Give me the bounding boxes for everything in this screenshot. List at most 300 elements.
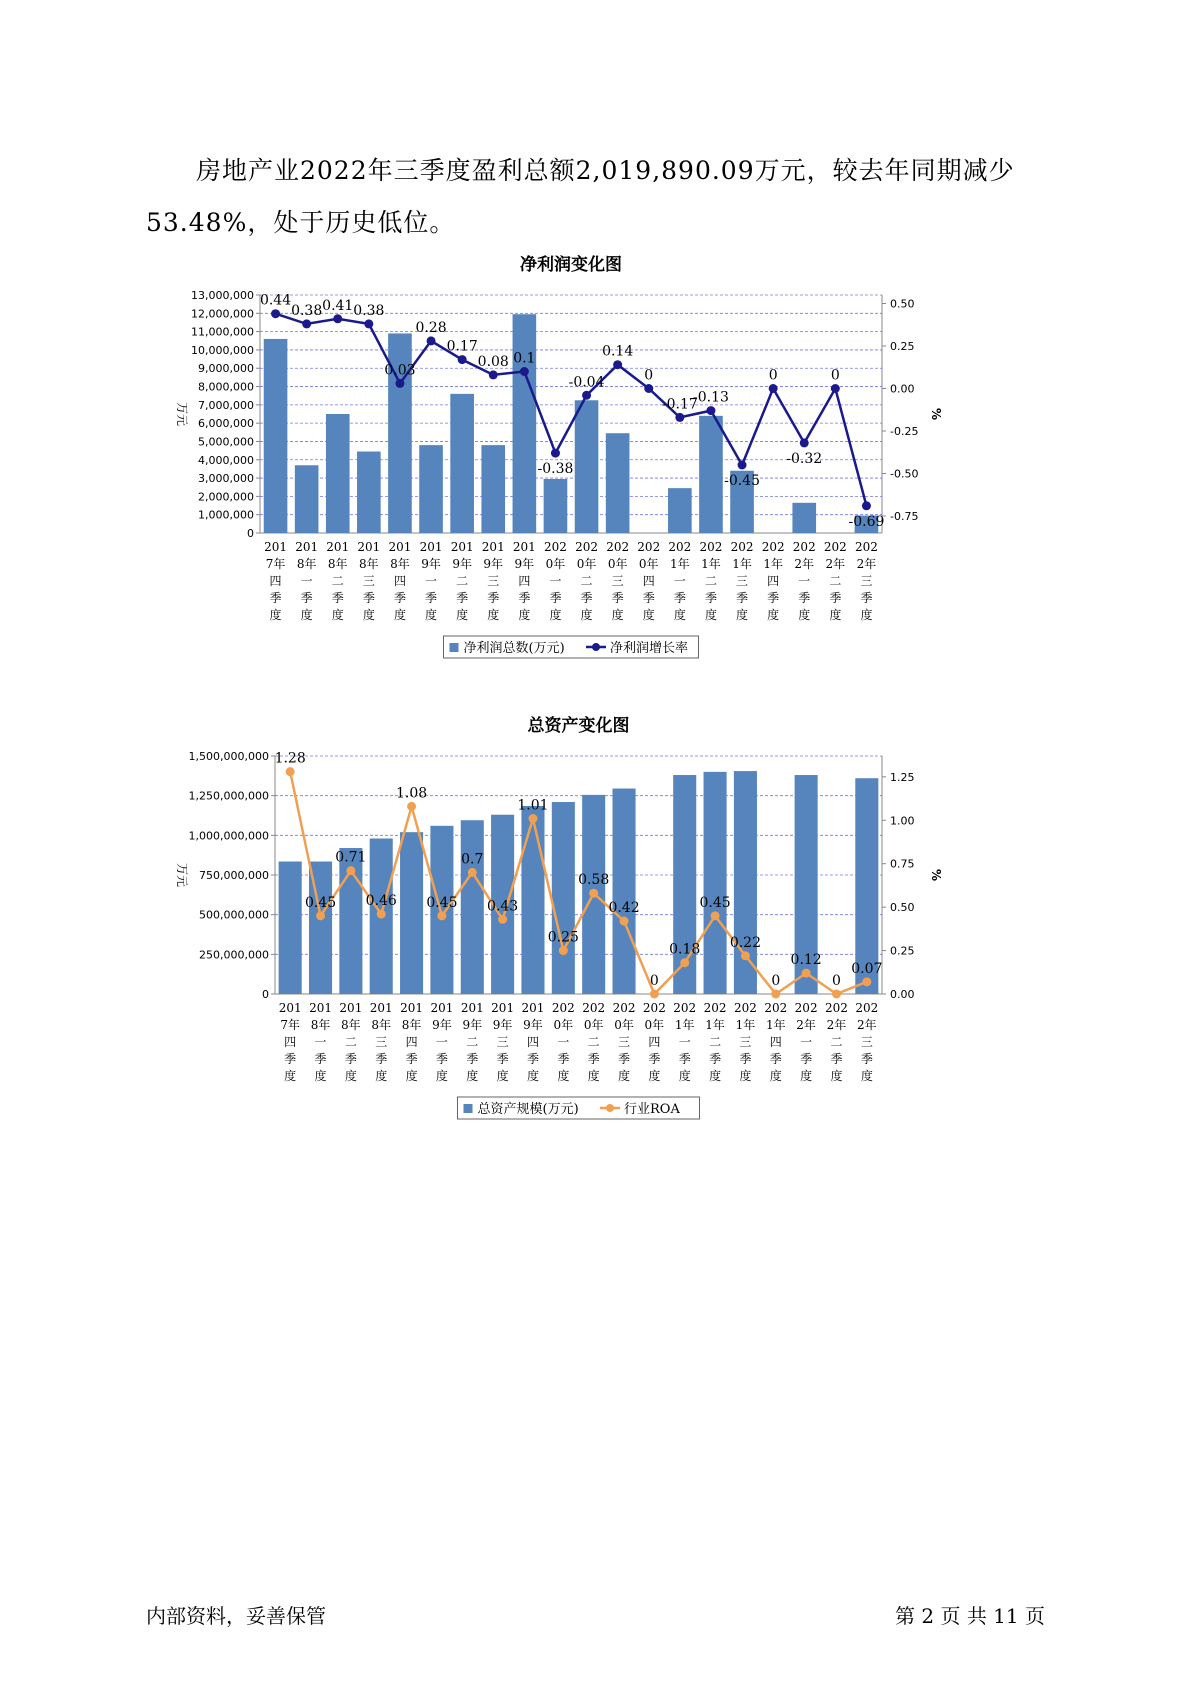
x-tick-label: 9年 xyxy=(492,1018,513,1032)
y-tick-label: 2,000,000 xyxy=(198,490,254,504)
data-label: 0.45 xyxy=(304,894,337,911)
y-tick-label: 7,000,000 xyxy=(198,398,254,412)
data-label: 0 xyxy=(832,973,841,989)
x-tick-label: 201 xyxy=(481,540,505,554)
bar xyxy=(521,806,544,994)
x-tick-label: 9年 xyxy=(483,557,504,571)
line-point xyxy=(377,910,386,919)
line-point xyxy=(498,915,507,924)
data-label: 0 xyxy=(830,367,840,384)
x-tick-label: 度 xyxy=(709,1069,722,1083)
x-tick-label: 9年 xyxy=(462,1018,483,1032)
data-label: 0 xyxy=(771,973,781,989)
data-label: 0.46 xyxy=(365,893,397,910)
x-tick-label: 202 xyxy=(854,540,878,554)
x-tick-label: 度 xyxy=(736,608,749,622)
line-point xyxy=(675,413,684,422)
x-tick-label: 度 xyxy=(580,608,593,622)
bar xyxy=(461,820,484,994)
x-tick-label: 201 xyxy=(388,540,412,554)
y-tick-label: 1,500,000,000 xyxy=(188,750,269,763)
chart-title: 净利润变化图 xyxy=(520,255,622,275)
x-tick-label: 201 xyxy=(419,540,443,554)
x-tick-label: 度 xyxy=(393,608,406,622)
x-tick-label: 度 xyxy=(425,608,438,622)
x-tick-label: 季 xyxy=(518,591,531,605)
line-point xyxy=(644,384,653,393)
x-tick-label: 度 xyxy=(300,608,313,622)
total-assets-chart-svg xyxy=(170,706,980,1136)
y2-tick-label: 1.00 xyxy=(890,814,915,828)
x-tick-label: 二 xyxy=(830,1035,843,1049)
data-label: 0.38 xyxy=(353,302,385,319)
data-label: -0.17 xyxy=(661,396,698,413)
x-tick-label: 度 xyxy=(284,1069,297,1083)
x-tick-label: 0年 xyxy=(607,557,628,571)
x-tick-label: 201 xyxy=(400,1001,424,1015)
x-tick-label: 季 xyxy=(830,1052,843,1066)
y-tick-label: 6,000,000 xyxy=(198,417,254,431)
x-tick-label: 度 xyxy=(331,608,344,622)
x-tick-label: 四 xyxy=(518,574,531,588)
x-tick-label: 一 xyxy=(425,574,438,588)
x-tick-label: 8年 xyxy=(310,1018,331,1032)
data-label: 0.71 xyxy=(335,849,367,866)
x-tick-label: 季 xyxy=(769,1052,782,1066)
x-tick-label: 度 xyxy=(618,1069,631,1083)
bar xyxy=(295,465,319,533)
bar xyxy=(513,314,537,533)
x-tick-label: 三 xyxy=(496,1035,509,1049)
legend-bar-swatch xyxy=(450,643,459,652)
x-tick-label: 1年 xyxy=(732,557,752,571)
y-tick-label: 4,000,000 xyxy=(198,453,254,467)
x-tick-label: 1年 xyxy=(735,1018,756,1032)
line-point xyxy=(589,889,598,898)
data-label: 0.12 xyxy=(790,952,822,969)
y2-tick-label: 0.75 xyxy=(890,857,915,871)
line-point xyxy=(559,946,568,955)
data-label: 0 xyxy=(644,367,654,384)
bar xyxy=(552,802,575,994)
x-tick-label: 201 xyxy=(264,540,288,554)
line-point xyxy=(771,990,780,999)
line-point xyxy=(738,461,747,470)
x-tick-label: 0年 xyxy=(638,557,659,571)
x-tick-label: 四 xyxy=(526,1035,539,1049)
x-tick-label: 二 xyxy=(456,574,469,588)
x-tick-label: 8年 xyxy=(401,1018,422,1032)
x-tick-label: 一 xyxy=(314,1035,327,1049)
data-label: -0.69 xyxy=(848,513,885,530)
x-tick-label: 季 xyxy=(709,1052,722,1066)
data-label: -0.13 xyxy=(692,389,729,406)
line-point xyxy=(711,911,720,920)
x-tick-label: 度 xyxy=(314,1069,327,1083)
line-point xyxy=(271,309,280,318)
data-label: -0.32 xyxy=(786,450,823,467)
x-tick-label: 202 xyxy=(551,1001,575,1015)
x-tick-label: 季 xyxy=(704,591,717,605)
x-tick-label: 季 xyxy=(375,1052,388,1066)
x-tick-label: 四 xyxy=(642,574,655,588)
bar xyxy=(699,416,723,533)
data-label: 0.25 xyxy=(547,929,579,946)
line-point xyxy=(316,911,325,920)
x-tick-label: 7年 xyxy=(280,1018,300,1032)
x-tick-label: 四 xyxy=(767,574,780,588)
line-point xyxy=(680,958,689,967)
data-label: -0.45 xyxy=(724,473,761,489)
y2-tick-label: -0.75 xyxy=(890,510,919,523)
data-label: 0.45 xyxy=(426,894,458,911)
x-tick-label: 度 xyxy=(769,1069,782,1083)
y-tick-label: 1,250,000,000 xyxy=(188,789,269,803)
line-point xyxy=(620,917,629,926)
x-tick-label: 三 xyxy=(618,1035,631,1049)
x-tick-label: 202 xyxy=(582,1001,606,1015)
data-label: 0.18 xyxy=(669,941,701,958)
x-tick-label: 度 xyxy=(642,608,655,622)
x-tick-label: 0年 xyxy=(644,1018,665,1032)
x-tick-label: 9年 xyxy=(452,557,472,571)
x-tick-label: 二 xyxy=(587,1035,600,1049)
x-tick-label: 202 xyxy=(575,540,599,554)
y-tick-label: 0 xyxy=(247,527,254,540)
y-tick-label: 3,000,000 xyxy=(198,472,254,486)
x-tick-label: 度 xyxy=(362,608,375,622)
bar xyxy=(612,789,635,994)
x-tick-label: 季 xyxy=(487,591,500,605)
bar xyxy=(792,503,816,533)
x-tick-label: 季 xyxy=(435,1052,448,1066)
data-label: 1.08 xyxy=(395,785,428,802)
line-point xyxy=(489,370,498,379)
x-tick-label: 二 xyxy=(580,574,593,588)
x-tick-label: 一 xyxy=(798,574,811,588)
x-tick-label: 二 xyxy=(344,1035,357,1049)
x-tick-label: 季 xyxy=(860,1052,873,1066)
x-tick-label: 度 xyxy=(860,1069,873,1083)
summary-paragraph: 房地产业2022年三季度盈利总额2,019,890.09万元，较去年同期减少53.48%，处于历史低位。 xyxy=(146,156,1015,237)
x-tick-label: 201 xyxy=(326,540,350,554)
legend-bar-label: 总资产规模(万元) xyxy=(477,1102,579,1117)
line-point xyxy=(832,990,841,999)
x-tick-label: 度 xyxy=(611,608,624,622)
x-tick-label: 度 xyxy=(829,608,842,622)
y-tick-label: 13,000,000 xyxy=(191,289,254,302)
x-tick-label: 三 xyxy=(860,1035,873,1049)
x-tick-label: 度 xyxy=(767,608,780,622)
y-tick-label: 11,000,000 xyxy=(191,325,254,339)
y2-tick-label: 0.25 xyxy=(890,944,915,958)
line-point xyxy=(286,767,295,776)
x-tick-label: 季 xyxy=(860,591,873,605)
y2-tick-label: 0.25 xyxy=(890,340,915,353)
x-tick-label: 201 xyxy=(357,540,381,554)
data-label: 0.07 xyxy=(851,960,883,977)
x-tick-label: 度 xyxy=(466,1069,479,1083)
x-tick-label: 季 xyxy=(678,1052,691,1066)
x-tick-label: 季 xyxy=(425,591,438,605)
x-tick-label: 度 xyxy=(456,608,469,622)
x-tick-label: 季 xyxy=(618,1052,631,1066)
line-point xyxy=(613,360,622,369)
footer-confidential: 内部资料，妥善保管 xyxy=(146,1604,326,1628)
x-tick-label: 202 xyxy=(764,1001,788,1015)
x-tick-label: 季 xyxy=(611,591,624,605)
x-tick-label: 二 xyxy=(704,574,717,588)
x-tick-label: 2年 xyxy=(796,1018,816,1032)
x-tick-label: 2年 xyxy=(826,1018,847,1032)
x-tick-label: 202 xyxy=(823,540,847,554)
line-point xyxy=(458,355,467,364)
x-tick-label: 一 xyxy=(300,574,313,588)
x-tick-label: 季 xyxy=(739,1052,752,1066)
x-tick-label: 201 xyxy=(369,1001,393,1015)
x-tick-label: 201 xyxy=(278,1001,302,1015)
x-tick-label: 季 xyxy=(587,1052,600,1066)
line-point xyxy=(802,969,811,978)
x-tick-label: 8年 xyxy=(359,557,379,571)
x-tick-label: 季 xyxy=(393,591,406,605)
x-tick-label: 202 xyxy=(730,540,754,554)
line-point xyxy=(407,802,416,811)
y2-tick-label: 1.25 xyxy=(890,770,915,784)
data-label: 1.28 xyxy=(274,750,306,767)
x-tick-label: 三 xyxy=(736,574,749,588)
x-tick-label: 季 xyxy=(300,591,313,605)
x-tick-label: 202 xyxy=(855,1001,879,1015)
x-tick-label: 二 xyxy=(709,1035,722,1049)
x-tick-label: 一 xyxy=(678,1035,691,1049)
x-tick-label: 度 xyxy=(375,1069,388,1083)
data-label: 0.17 xyxy=(446,338,478,355)
x-tick-label: 8年 xyxy=(296,557,317,571)
bar xyxy=(279,862,302,994)
x-tick-label: 0年 xyxy=(614,1018,634,1032)
x-tick-label: 度 xyxy=(435,1069,448,1083)
x-tick-label: 201 xyxy=(460,1001,484,1015)
data-label: -0.04 xyxy=(568,374,605,391)
line-point xyxy=(551,449,560,458)
x-tick-label: 季 xyxy=(642,591,655,605)
x-tick-label: 季 xyxy=(331,591,344,605)
x-tick-label: 2年 xyxy=(857,1018,877,1032)
line-point xyxy=(302,319,311,328)
line-point xyxy=(650,990,659,999)
footer-page-number: 第 2 页 共 11 页 xyxy=(895,1604,1045,1628)
x-tick-label: 202 xyxy=(733,1001,757,1015)
x-tick-label: 201 xyxy=(309,1001,332,1015)
x-tick-label: 一 xyxy=(549,574,562,588)
x-tick-label: 度 xyxy=(673,608,686,622)
x-tick-label: 度 xyxy=(557,1069,570,1083)
bar xyxy=(264,339,288,533)
bar xyxy=(575,400,599,533)
x-tick-label: 度 xyxy=(549,608,562,622)
legend-line-label: 行业ROA xyxy=(624,1102,680,1117)
x-tick-label: 三 xyxy=(487,574,500,588)
x-tick-label: 9年 xyxy=(432,1018,452,1032)
line-point xyxy=(831,384,840,393)
x-tick-label: 201 xyxy=(295,540,319,554)
x-tick-label: 2年 xyxy=(856,557,877,571)
data-label: 0.1 xyxy=(513,350,536,367)
x-tick-label: 8年 xyxy=(327,557,348,571)
data-label: 1.01 xyxy=(517,797,549,814)
x-tick-label: 度 xyxy=(518,608,531,622)
x-tick-label: 三 xyxy=(362,574,375,588)
line-point xyxy=(528,814,537,823)
x-tick-label: 度 xyxy=(860,608,873,622)
x-tick-label: 一 xyxy=(800,1035,813,1049)
data-label: 0.03 xyxy=(384,362,416,379)
line-point xyxy=(520,367,529,376)
x-tick-label: 季 xyxy=(736,591,749,605)
x-tick-label: 季 xyxy=(344,1052,357,1066)
y-axis-label: 万元 xyxy=(175,401,189,427)
x-tick-label: 季 xyxy=(829,591,842,605)
bar xyxy=(544,479,568,533)
x-tick-label: 二 xyxy=(331,574,344,588)
x-tick-label: 度 xyxy=(678,1069,691,1083)
x-tick-label: 0年 xyxy=(553,1018,574,1032)
line-point xyxy=(582,391,591,400)
x-tick-label: 1年 xyxy=(670,557,690,571)
x-tick-label: 202 xyxy=(543,540,567,554)
x-tick-label: 度 xyxy=(648,1069,661,1083)
x-tick-label: 度 xyxy=(496,1069,509,1083)
x-tick-label: 202 xyxy=(703,1001,727,1015)
x-tick-label: 季 xyxy=(284,1052,297,1066)
y-tick-label: 500,000,000 xyxy=(199,908,269,922)
x-tick-label: 202 xyxy=(637,540,661,554)
line-point xyxy=(333,314,342,323)
x-tick-label: 度 xyxy=(405,1069,418,1083)
x-tick-label: 季 xyxy=(580,591,593,605)
y2-tick-label: 0.00 xyxy=(890,988,915,1001)
line-point xyxy=(364,319,373,328)
data-label: 0.7 xyxy=(461,851,484,868)
x-tick-label: 季 xyxy=(526,1052,539,1066)
data-label: 0.38 xyxy=(291,302,323,319)
data-label: -0.38 xyxy=(537,461,574,478)
line-point xyxy=(862,977,871,986)
data-label: 0.44 xyxy=(259,292,292,309)
x-tick-label: 三 xyxy=(860,574,873,588)
data-label: 0.42 xyxy=(608,900,640,917)
line-point xyxy=(741,951,750,960)
x-tick-label: 季 xyxy=(314,1052,327,1066)
x-tick-label: 一 xyxy=(435,1035,448,1049)
x-tick-label: 0年 xyxy=(545,557,566,571)
bar xyxy=(481,445,505,533)
x-tick-label: 202 xyxy=(606,540,630,554)
x-tick-label: 202 xyxy=(673,1001,697,1015)
data-label: 0.45 xyxy=(699,894,731,911)
x-tick-label: 201 xyxy=(339,1001,363,1015)
y2-tick-label: 0.00 xyxy=(890,382,915,396)
y2-tick-label: -0.50 xyxy=(890,467,919,481)
data-label: 0.28 xyxy=(415,319,447,336)
x-tick-label: 202 xyxy=(761,540,785,554)
y2-tick-label: 0.50 xyxy=(890,901,915,915)
y-tick-label: 5,000,000 xyxy=(198,435,254,449)
x-tick-label: 1年 xyxy=(701,557,721,571)
x-tick-label: 度 xyxy=(800,1069,813,1083)
x-tick-label: 201 xyxy=(491,1001,515,1015)
x-tick-label: 四 xyxy=(269,574,282,588)
data-label: 0.22 xyxy=(729,934,762,951)
data-label: 0.43 xyxy=(487,898,519,915)
bar xyxy=(357,452,381,533)
y2-tick-label: -0.25 xyxy=(890,425,919,438)
x-tick-label: 一 xyxy=(557,1035,570,1049)
x-tick-label: 季 xyxy=(673,591,686,605)
x-tick-label: 度 xyxy=(269,608,282,622)
data-label: 0 xyxy=(768,367,778,384)
x-tick-label: 二 xyxy=(829,574,842,588)
x-tick-label: 0年 xyxy=(576,557,597,571)
data-label: 0.14 xyxy=(602,343,634,360)
line-point xyxy=(437,911,446,920)
x-tick-label: 季 xyxy=(648,1052,661,1066)
bar xyxy=(326,414,350,533)
x-tick-label: 201 xyxy=(430,1001,454,1015)
x-tick-label: 季 xyxy=(269,591,282,605)
net-profit-chart-svg xyxy=(170,245,980,675)
line-point xyxy=(769,384,778,393)
bar xyxy=(668,488,692,533)
x-tick-label: 三 xyxy=(375,1035,388,1049)
x-tick-label: 9年 xyxy=(421,557,441,571)
y-tick-label: 8,000,000 xyxy=(198,380,254,394)
legend-bar-label: 净利润总数(万元) xyxy=(463,641,565,656)
x-tick-label: 季 xyxy=(800,1052,813,1066)
y2-axis-label: % xyxy=(929,407,943,421)
x-tick-label: 2年 xyxy=(825,557,846,571)
bar xyxy=(450,394,474,533)
x-tick-label: 0年 xyxy=(583,1018,604,1032)
legend-line-marker xyxy=(606,1104,614,1112)
y-tick-label: 9,000,000 xyxy=(198,362,254,376)
x-tick-label: 8年 xyxy=(371,1018,392,1032)
x-tick-label: 季 xyxy=(798,591,811,605)
legend-line-label: 净利润增长率 xyxy=(610,641,689,656)
y-tick-label: 1,000,000,000 xyxy=(188,829,269,843)
x-tick-label: 度 xyxy=(526,1069,539,1083)
bar xyxy=(734,771,757,994)
x-tick-label: 四 xyxy=(284,1035,297,1049)
data-label: 0 xyxy=(649,973,659,989)
chart-title: 总资产变化图 xyxy=(527,716,630,736)
legend-line-marker xyxy=(592,643,600,651)
x-tick-label: 季 xyxy=(557,1052,570,1066)
x-tick-label: 季 xyxy=(362,591,375,605)
x-tick-label: 202 xyxy=(642,1001,666,1015)
x-tick-label: 202 xyxy=(792,540,816,554)
x-tick-label: 一 xyxy=(673,574,686,588)
x-tick-label: 202 xyxy=(825,1001,848,1015)
x-tick-label: 季 xyxy=(405,1052,418,1066)
bar xyxy=(606,433,630,533)
x-tick-label: 度 xyxy=(739,1069,752,1083)
data-label: 0.41 xyxy=(322,297,354,314)
line-point xyxy=(395,379,404,388)
line-point xyxy=(862,501,871,510)
data-label: 0.08 xyxy=(477,353,509,370)
